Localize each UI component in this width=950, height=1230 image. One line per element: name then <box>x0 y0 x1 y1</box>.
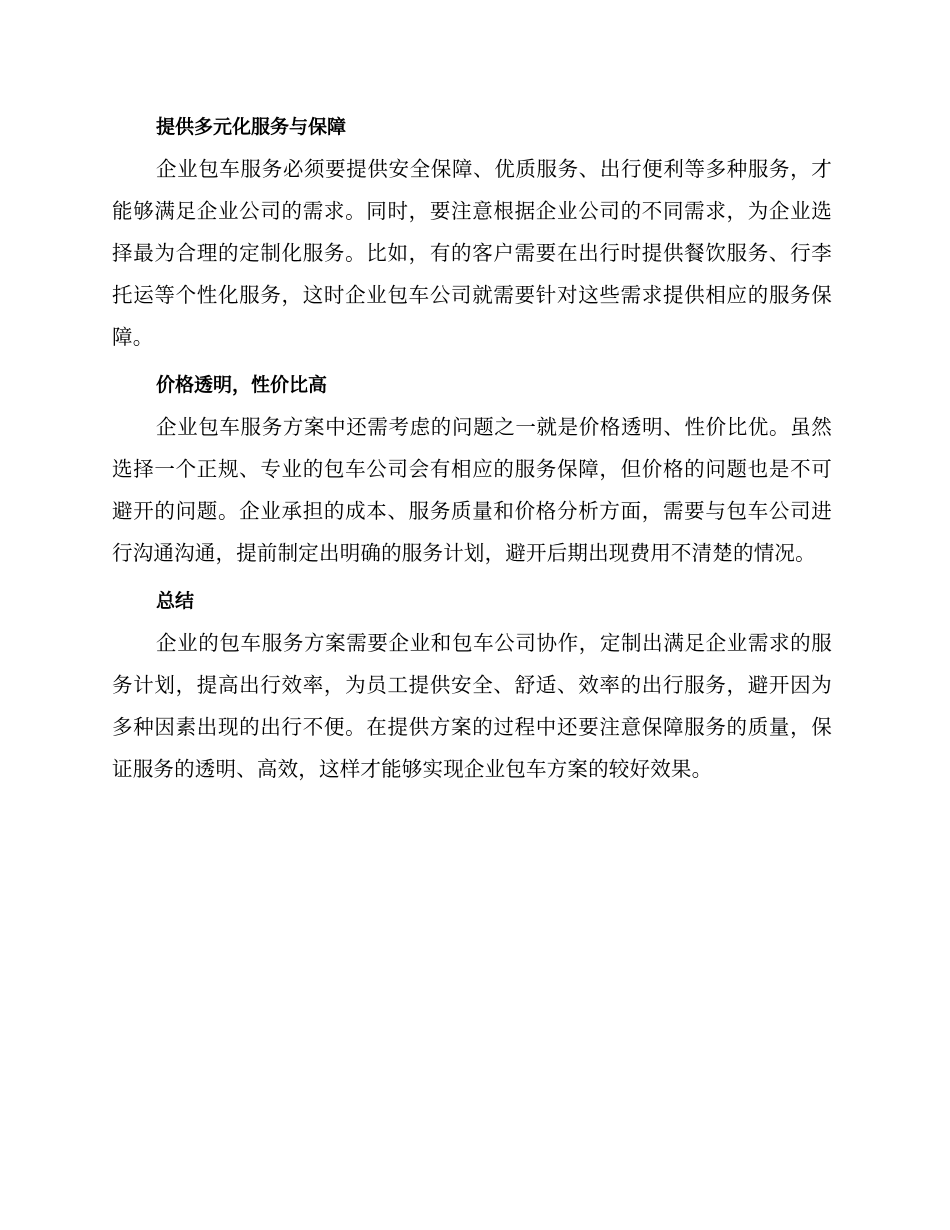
document-page <box>112 104 832 804</box>
section-paragraph: 企业包车服务必须要提供安全保障、优质服务、出行便利等多种服务，才能够满足企业公司的需求。同时，要注意根据企业公司的不同需求，为企业选择最为合理的定制化服务。比如，有的客户需要在出行时提供餐饮服务、行李托运等个性化服务，这时企业包车公司就需要针对这些需求提供相应的服务保障。 <box>112 157 832 349</box>
section-pricing <box>112 372 832 574</box>
section-heading: 提供多元化服务与保障 <box>156 116 347 138</box>
section-heading: 总结 <box>156 590 195 612</box>
section-summary <box>112 588 832 790</box>
section-heading: 价格透明，性价比高 <box>156 374 328 396</box>
section-paragraph: 企业的包车服务方案需要企业和包车公司协作，定制出满足企业需求的服务计划，提高出行效率，为员工提供安全、舒适、效率的出行服务，避开因为多种因素出现的出行不便。在提供方案的过程中还要注意保障服务的质量，保证服务的透明、高效，这样才能够实现企业包车方案的较好效果。 <box>112 631 832 781</box>
section-paragraph: 企业包车服务方案中还需考虑的问题之一就是价格透明、性价比优。虽然选择一个正规、专业的包车公司会有相应的服务保障，但价格的问题也是不可避开的问题。企业承担的成本、服务质量和价格分析方面，需要与包车公司进行沟通沟通，提前制定出明确的服务计划，避开后期出现费用不清楚的情况。 <box>112 415 832 565</box>
section-services <box>112 114 832 358</box>
